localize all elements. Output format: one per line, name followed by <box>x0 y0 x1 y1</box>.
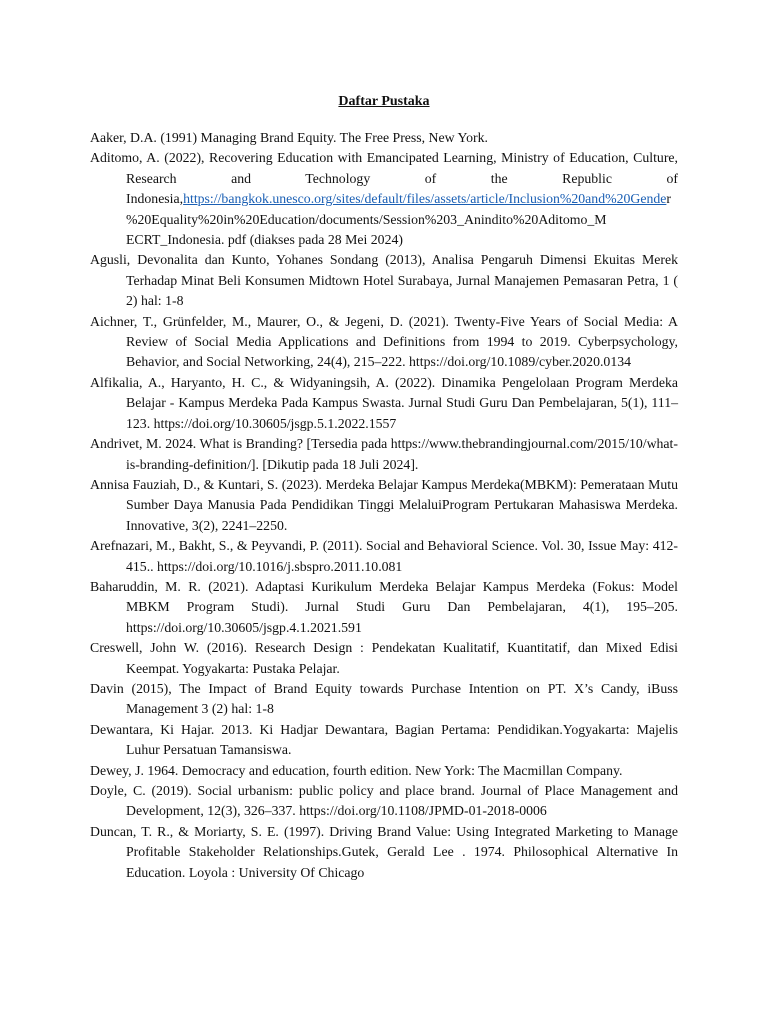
reference-doyle: Doyle, C. (2019). Social urbanism: public policy and place brand. Journal of Place Management and Development, 12(3), 326–337. https://doi.org/10.1108/JPMD-01-2018-0006 <box>90 783 678 819</box>
reference-aaker: Aaker, D.A. (1991) Managing Brand Equity. The Free Press, New York. <box>90 130 488 145</box>
document-page <box>90 92 678 883</box>
page-title: Daftar Pustaka <box>338 94 430 109</box>
reference-aditomo <box>90 148 678 250</box>
reference-list <box>90 128 678 883</box>
reference-aditomo-text-cont: r%20Equality%20in%20Education/documents/Session%203_Anindito%20Aditomo_M ECRT_Indonesia. pdf (diakses pada 28 Mei 2024) <box>126 191 671 248</box>
reference-arefnazari: Arefnazari, M., Bakht, S., & Peyvandi, P. (2011). Social and Behavioral Science. Vol. 30, Issue May: 412-415.. https://doi.org/10.1016/j.sbspro.2011.10.081 <box>90 538 678 574</box>
reference-davin: Davin (2015), The Impact of Brand Equity towards Purchase Intention on PT. X’s Candy, iBuss Management 3 (2) hal: 1-8 <box>90 680 678 717</box>
reference-dewantara: Dewantara, Ki Hajar. 2013. Ki Hadjar Dewantara, Bagian Pertama: Pendidikan.Yogyakarta: Majelis Luhur Persatuan Tamansiswa. <box>90 721 678 758</box>
reference-annisa-fauziah: Annisa Fauziah, D., & Kuntari, S. (2023). Merdeka Belajar Kampus Merdeka(MBKM): Pemerataan Mutu Sumber Daya Manusia Pada Pendidikan Tinggi MelaluiProgram Pertukaran Mahasiswa Merdeka. Innovative, 3(2), 2241–2250. <box>90 476 678 533</box>
reference-agusli: Agusli, Devonalita dan Kunto, Yohanes Sondang (2013), Analisa Pengaruh Dimensi Ekuitas Merek Terhadap Minat Beli Konsumen Midtown Hotel Surabaya, Jurnal Manajemen Pemasaran Petra, 1 ( 2) hal: 1-8 <box>90 252 678 309</box>
reference-aditomo-link[interactable]: https://bangkok.unesco.org/sites/default/files/assets/article/Inclusion%20and%20Gende <box>183 191 667 207</box>
reference-andrivet: Andrivet, M. 2024. What is Branding? [Tersedia pada https://www.thebrandingjournal.com/2015/10/what-is-branding-definition/]. [Dikutip pada 18 Juli 2024]. <box>90 436 678 472</box>
reference-aichner: Aichner, T., Grünfelder, M., Maurer, O., & Jegeni, D. (2021). Twenty-Five Years of Social Media: A Review of Social Media Applications and Definitions from 1994 to 2019. Cyberpsychology, Behavior, and Social Networking, 24(4), 215–222. https://doi.org/10.1089/cyber.2020.0134 <box>90 313 678 370</box>
reference-dewey: Dewey, J. 1964. Democracy and education, fourth edition. New York: The Macmillan Company. <box>90 762 623 778</box>
reference-baharuddin: Baharuddin, M. R. (2021). Adaptasi Kurikulum Merdeka Belajar Kampus Merdeka (Fokus: Model MBKM Program Studi). Jurnal Studi Guru Dan Pembelajaran, 4(1), 195–205. https://doi.org/10.30605/jsgp.4.1.2021.591 <box>90 578 678 635</box>
reference-aditomo-text: Aditomo, A. (2022), Recovering Education with Emancipated Learning, Ministry of Education, Culture, Research and Technology of the Republic of Indonesia, <box>90 150 678 207</box>
reference-alfikalia: Alfikalia, A., Haryanto, H. C., & Widyaningsih, A. (2022). Dinamika Pengelolaan Program Merdeka Belajar - Kampus Merdeka Pada Kampus Swasta. Jurnal Studi Guru Dan Pembelajaran, 5(1), 111–123. https://doi.org/10.30605/jsgp.5.1.2022.1557 <box>90 374 678 431</box>
reference-duncan: Duncan, T. R., & Moriarty, S. E. (1997). Driving Brand Value: Using Integrated Marketing to Manage Profitable Stakeholder Relationships.Gutek, Gerald Lee . 1974. Philosophical Alternative In Education. Loyola : University Of Chicago <box>90 823 678 880</box>
reference-creswell: Creswell, John W. (2016). Research Design : Pendekatan Kualitatif, Kuantitatif, dan Mixed Edisi Keempat. Yogyakarta: Pustaka Pelajar. <box>90 640 678 676</box>
